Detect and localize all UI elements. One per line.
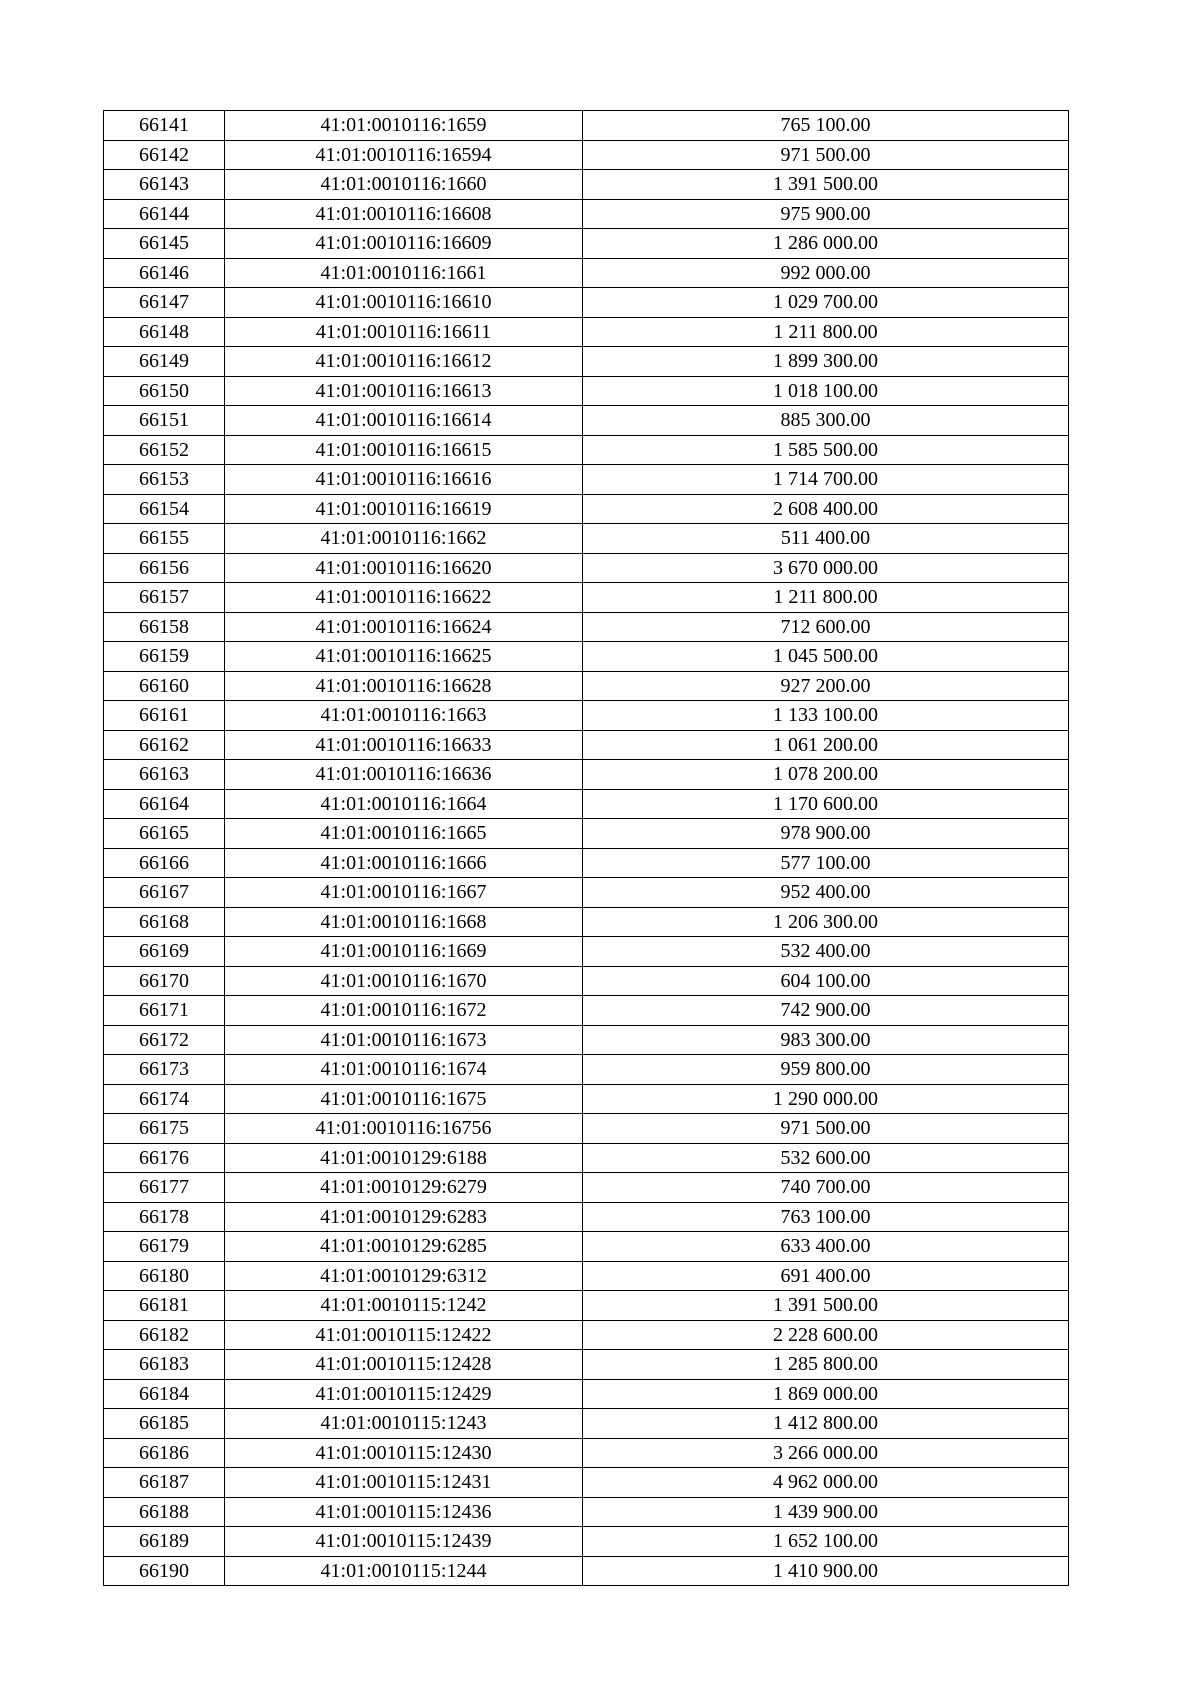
cadastral-value-cell: 1 061 200.00 — [583, 730, 1069, 760]
cadastral-number-cell: 41:01:0010116:1668 — [225, 907, 583, 937]
cadastral-value-cell: 1 133 100.00 — [583, 701, 1069, 731]
cadastral-value-cell: 971 500.00 — [583, 1114, 1069, 1144]
cadastral-number-cell: 41:01:0010116:1660 — [225, 170, 583, 200]
cadastral-number-cell: 41:01:0010129:6188 — [225, 1143, 583, 1173]
table-row — [104, 583, 1069, 613]
row-number-cell: 66153 — [104, 465, 225, 495]
cadastral-number-cell: 41:01:0010116:1669 — [225, 937, 583, 967]
cadastral-value-cell: 1 078 200.00 — [583, 760, 1069, 790]
row-number-cell: 66163 — [104, 760, 225, 790]
row-number-cell: 66155 — [104, 524, 225, 554]
cadastral-value-cell: 1 899 300.00 — [583, 347, 1069, 377]
cadastral-number-cell: 41:01:0010116:16620 — [225, 553, 583, 583]
row-number-cell: 66178 — [104, 1202, 225, 1232]
cadastral-number-cell: 41:01:0010116:1666 — [225, 848, 583, 878]
cadastral-value-cell: 691 400.00 — [583, 1261, 1069, 1291]
row-number-cell: 66190 — [104, 1556, 225, 1586]
table-row — [104, 1409, 1069, 1439]
row-number-cell: 66174 — [104, 1084, 225, 1114]
table-row — [104, 1173, 1069, 1203]
cadastral-number-cell: 41:01:0010129:6285 — [225, 1232, 583, 1262]
row-number-cell: 66167 — [104, 878, 225, 908]
cadastral-number-cell: 41:01:0010116:16616 — [225, 465, 583, 495]
cadastral-number-cell: 41:01:0010115:12428 — [225, 1350, 583, 1380]
row-number-cell: 66173 — [104, 1055, 225, 1085]
cadastral-value-cell: 740 700.00 — [583, 1173, 1069, 1203]
row-number-cell: 66161 — [104, 701, 225, 731]
cadastral-value-cell: 927 200.00 — [583, 671, 1069, 701]
table-row — [104, 1438, 1069, 1468]
row-number-cell: 66141 — [104, 111, 225, 141]
cadastral-value-cell: 1 286 000.00 — [583, 229, 1069, 259]
cadastral-number-cell: 41:01:0010116:16594 — [225, 140, 583, 170]
cadastral-number-cell: 41:01:0010116:16608 — [225, 199, 583, 229]
row-number-cell: 66177 — [104, 1173, 225, 1203]
row-number-cell: 66172 — [104, 1025, 225, 1055]
table-row — [104, 494, 1069, 524]
row-number-cell: 66152 — [104, 435, 225, 465]
row-number-cell: 66179 — [104, 1232, 225, 1262]
cadastral-number-cell: 41:01:0010116:1659 — [225, 111, 583, 141]
cadastral-number-cell: 41:01:0010116:1665 — [225, 819, 583, 849]
table-row — [104, 1497, 1069, 1527]
cadastral-number-cell: 41:01:0010115:12436 — [225, 1497, 583, 1527]
cadastral-value-cell: 952 400.00 — [583, 878, 1069, 908]
table-row — [104, 671, 1069, 701]
table-row — [104, 789, 1069, 819]
row-number-cell: 66180 — [104, 1261, 225, 1291]
row-number-cell: 66145 — [104, 229, 225, 259]
cadastral-value-cell: 978 900.00 — [583, 819, 1069, 849]
cadastral-number-cell: 41:01:0010116:1673 — [225, 1025, 583, 1055]
row-number-cell: 66158 — [104, 612, 225, 642]
cadastral-value-cell: 971 500.00 — [583, 140, 1069, 170]
cadastral-number-cell: 41:01:0010116:1661 — [225, 258, 583, 288]
cadastral-value-cell: 742 900.00 — [583, 996, 1069, 1026]
row-number-cell: 66142 — [104, 140, 225, 170]
table-row — [104, 878, 1069, 908]
table-row — [104, 406, 1069, 436]
cadastral-value-cell: 1 211 800.00 — [583, 583, 1069, 613]
table-row — [104, 170, 1069, 200]
cadastral-number-cell: 41:01:0010115:12429 — [225, 1379, 583, 1409]
cadastral-number-cell: 41:01:0010116:16614 — [225, 406, 583, 436]
cadastral-number-cell: 41:01:0010116:16628 — [225, 671, 583, 701]
table-row — [104, 1261, 1069, 1291]
cadastral-number-cell: 41:01:0010116:1672 — [225, 996, 583, 1026]
table-row — [104, 199, 1069, 229]
cadastral-value-cell: 1 714 700.00 — [583, 465, 1069, 495]
table-row — [104, 1350, 1069, 1380]
table-row — [104, 907, 1069, 937]
cadastral-number-cell: 41:01:0010116:16624 — [225, 612, 583, 642]
cadastral-value-cell: 1 285 800.00 — [583, 1350, 1069, 1380]
row-number-cell: 66144 — [104, 199, 225, 229]
table-row — [104, 819, 1069, 849]
cadastral-value-cell: 633 400.00 — [583, 1232, 1069, 1262]
row-number-cell: 66156 — [104, 553, 225, 583]
table-row — [104, 1468, 1069, 1498]
cadastral-value-cell: 3 670 000.00 — [583, 553, 1069, 583]
row-number-cell: 66185 — [104, 1409, 225, 1439]
cadastral-number-cell: 41:01:0010116:16625 — [225, 642, 583, 672]
cadastral-value-cell: 992 000.00 — [583, 258, 1069, 288]
cadastral-value-cell: 1 045 500.00 — [583, 642, 1069, 672]
cadastral-number-cell: 41:01:0010116:16615 — [225, 435, 583, 465]
table-row — [104, 937, 1069, 967]
cadastral-number-cell: 41:01:0010116:16633 — [225, 730, 583, 760]
cadastral-number-cell: 41:01:0010116:16609 — [225, 229, 583, 259]
row-number-cell: 66162 — [104, 730, 225, 760]
cadastral-number-cell: 41:01:0010116:16619 — [225, 494, 583, 524]
row-number-cell: 66164 — [104, 789, 225, 819]
row-number-cell: 66157 — [104, 583, 225, 613]
table-row — [104, 1232, 1069, 1262]
table-row — [104, 1379, 1069, 1409]
cadastral-number-cell: 41:01:0010116:1664 — [225, 789, 583, 819]
cadastral-value-cell: 1 170 600.00 — [583, 789, 1069, 819]
table-row — [104, 1114, 1069, 1144]
table-row — [104, 642, 1069, 672]
row-number-cell: 66143 — [104, 170, 225, 200]
row-number-cell: 66181 — [104, 1291, 225, 1321]
cadastral-number-cell: 41:01:0010115:1243 — [225, 1409, 583, 1439]
cadastral-number-cell: 41:01:0010115:1244 — [225, 1556, 583, 1586]
cadastral-number-cell: 41:01:0010129:6312 — [225, 1261, 583, 1291]
cadastral-value-cell: 1 652 100.00 — [583, 1527, 1069, 1557]
cadastral-number-cell: 41:01:0010115:12431 — [225, 1468, 583, 1498]
cadastral-number-cell: 41:01:0010115:1242 — [225, 1291, 583, 1321]
row-number-cell: 66149 — [104, 347, 225, 377]
cadastral-value-cell: 532 600.00 — [583, 1143, 1069, 1173]
cadastral-value-cell: 1 029 700.00 — [583, 288, 1069, 318]
cadastral-value-cell: 532 400.00 — [583, 937, 1069, 967]
table-row — [104, 966, 1069, 996]
cadastral-number-cell: 41:01:0010116:16756 — [225, 1114, 583, 1144]
table-row — [104, 848, 1069, 878]
table-body — [104, 111, 1069, 1586]
cadastral-value-cell: 1 412 800.00 — [583, 1409, 1069, 1439]
cadastral-value-cell: 712 600.00 — [583, 612, 1069, 642]
row-number-cell: 66150 — [104, 376, 225, 406]
cadastral-value-cell: 3 266 000.00 — [583, 1438, 1069, 1468]
row-number-cell: 66186 — [104, 1438, 225, 1468]
table-row — [104, 730, 1069, 760]
row-number-cell: 66187 — [104, 1468, 225, 1498]
cadastral-value-cell: 885 300.00 — [583, 406, 1069, 436]
cadastral-value-cell: 577 100.00 — [583, 848, 1069, 878]
table-row — [104, 1527, 1069, 1557]
table-row — [104, 1556, 1069, 1586]
cadastral-value-cell: 1 211 800.00 — [583, 317, 1069, 347]
cadastral-value-cell: 2 608 400.00 — [583, 494, 1069, 524]
cadastral-number-cell: 41:01:0010116:16622 — [225, 583, 583, 613]
table-row — [104, 1320, 1069, 1350]
cadastral-value-cell: 959 800.00 — [583, 1055, 1069, 1085]
table-row — [104, 1291, 1069, 1321]
cadastral-value-cell: 983 300.00 — [583, 1025, 1069, 1055]
row-number-cell: 66148 — [104, 317, 225, 347]
cadastral-number-cell: 41:01:0010116:1663 — [225, 701, 583, 731]
row-number-cell: 66168 — [104, 907, 225, 937]
row-number-cell: 66159 — [104, 642, 225, 672]
table-row — [104, 1202, 1069, 1232]
row-number-cell: 66165 — [104, 819, 225, 849]
table-row — [104, 111, 1069, 141]
cadastral-value-cell: 1 869 000.00 — [583, 1379, 1069, 1409]
cadastral-value-table — [103, 110, 1069, 1586]
cadastral-number-cell: 41:01:0010116:16610 — [225, 288, 583, 318]
table-row — [104, 1025, 1069, 1055]
cadastral-value-cell: 1 410 900.00 — [583, 1556, 1069, 1586]
cadastral-number-cell: 41:01:0010129:6279 — [225, 1173, 583, 1203]
row-number-cell: 66175 — [104, 1114, 225, 1144]
cadastral-number-cell: 41:01:0010115:12430 — [225, 1438, 583, 1468]
table-row — [104, 760, 1069, 790]
table-row — [104, 465, 1069, 495]
row-number-cell: 66171 — [104, 996, 225, 1026]
cadastral-number-cell: 41:01:0010116:16612 — [225, 347, 583, 377]
cadastral-value-cell: 975 900.00 — [583, 199, 1069, 229]
cadastral-value-cell: 1 206 300.00 — [583, 907, 1069, 937]
table-row — [104, 553, 1069, 583]
row-number-cell: 66166 — [104, 848, 225, 878]
table-row — [104, 1055, 1069, 1085]
cadastral-value-cell: 1 585 500.00 — [583, 435, 1069, 465]
row-number-cell: 66151 — [104, 406, 225, 436]
cadastral-value-cell: 765 100.00 — [583, 111, 1069, 141]
cadastral-value-cell: 1 439 900.00 — [583, 1497, 1069, 1527]
row-number-cell: 66183 — [104, 1350, 225, 1380]
table-row — [104, 317, 1069, 347]
cadastral-number-cell: 41:01:0010116:1662 — [225, 524, 583, 554]
cadastral-value-cell: 2 228 600.00 — [583, 1320, 1069, 1350]
cadastral-number-cell: 41:01:0010116:16636 — [225, 760, 583, 790]
cadastral-number-cell: 41:01:0010116:1670 — [225, 966, 583, 996]
table-row — [104, 612, 1069, 642]
table-row — [104, 996, 1069, 1026]
cadastral-number-cell: 41:01:0010116:1674 — [225, 1055, 583, 1085]
cadastral-number-cell: 41:01:0010115:12422 — [225, 1320, 583, 1350]
cadastral-value-cell: 511 400.00 — [583, 524, 1069, 554]
cadastral-value-cell: 1 018 100.00 — [583, 376, 1069, 406]
cadastral-value-cell: 1 391 500.00 — [583, 170, 1069, 200]
cadastral-number-cell: 41:01:0010116:1675 — [225, 1084, 583, 1114]
row-number-cell: 66188 — [104, 1497, 225, 1527]
cadastral-value-cell: 604 100.00 — [583, 966, 1069, 996]
row-number-cell: 66154 — [104, 494, 225, 524]
row-number-cell: 66176 — [104, 1143, 225, 1173]
row-number-cell: 66160 — [104, 671, 225, 701]
row-number-cell: 66169 — [104, 937, 225, 967]
row-number-cell: 66189 — [104, 1527, 225, 1557]
table-row — [104, 140, 1069, 170]
table-row — [104, 701, 1069, 731]
table-row — [104, 524, 1069, 554]
cadastral-number-cell: 41:01:0010115:12439 — [225, 1527, 583, 1557]
table-row — [104, 1143, 1069, 1173]
cadastral-number-cell: 41:01:0010116:16613 — [225, 376, 583, 406]
cadastral-number-cell: 41:01:0010116:16611 — [225, 317, 583, 347]
cadastral-value-cell: 1 391 500.00 — [583, 1291, 1069, 1321]
table-row — [104, 347, 1069, 377]
table-row — [104, 1084, 1069, 1114]
cadastral-value-cell: 1 290 000.00 — [583, 1084, 1069, 1114]
cadastral-value-cell: 4 962 000.00 — [583, 1468, 1069, 1498]
table-row — [104, 258, 1069, 288]
row-number-cell: 66147 — [104, 288, 225, 318]
cadastral-value-cell: 763 100.00 — [583, 1202, 1069, 1232]
cadastral-number-cell: 41:01:0010116:1667 — [225, 878, 583, 908]
cadastral-number-cell: 41:01:0010129:6283 — [225, 1202, 583, 1232]
table-row — [104, 435, 1069, 465]
row-number-cell: 66182 — [104, 1320, 225, 1350]
table-row — [104, 288, 1069, 318]
row-number-cell: 66184 — [104, 1379, 225, 1409]
row-number-cell: 66170 — [104, 966, 225, 996]
table-row — [104, 376, 1069, 406]
table-row — [104, 229, 1069, 259]
row-number-cell: 66146 — [104, 258, 225, 288]
